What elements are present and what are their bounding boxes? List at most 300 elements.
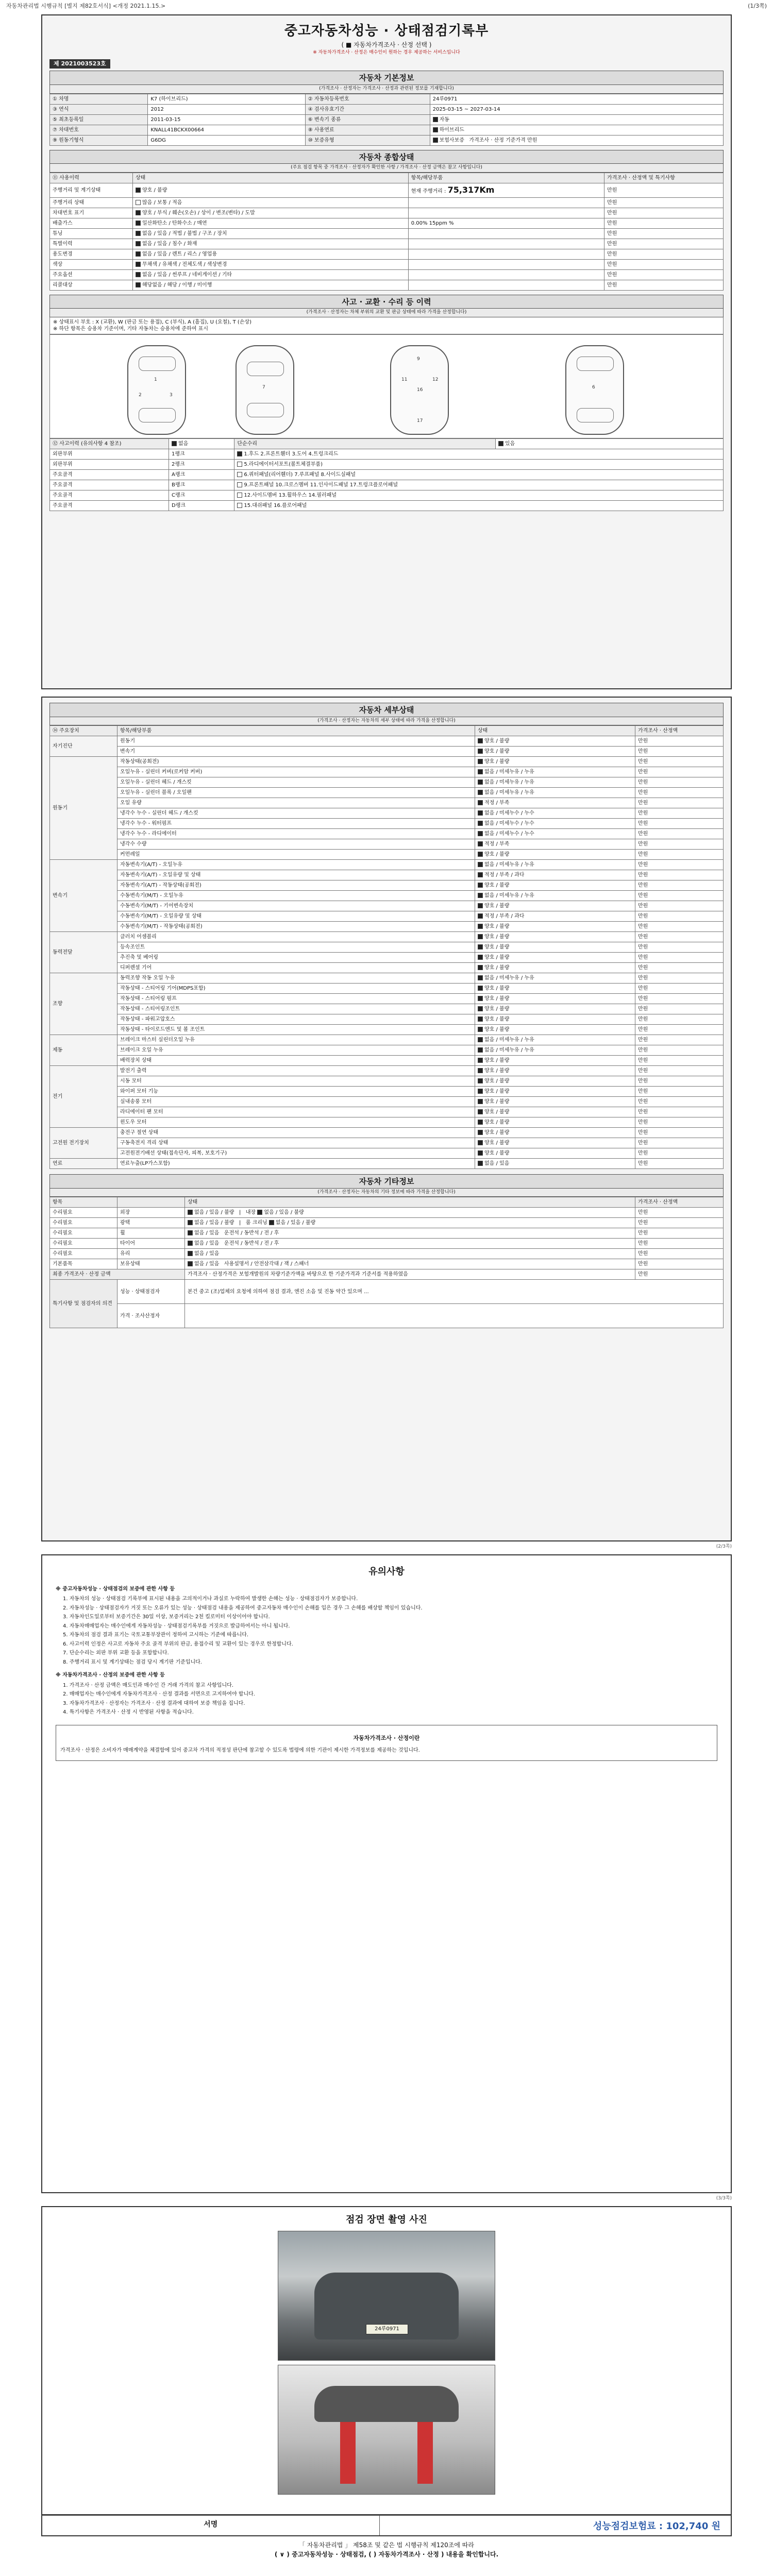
rank-items — [234, 500, 724, 511]
part-state-text: 양호 / 불량 — [484, 1109, 510, 1115]
row-price: 만원 — [635, 1259, 724, 1269]
part-state-text: 없음 / 미세누수 / 누수 — [484, 831, 534, 837]
rank-label: D랭크 — [169, 500, 234, 511]
checkbox-icon — [188, 1210, 193, 1215]
table-row — [50, 757, 724, 767]
checkbox-icon — [478, 944, 483, 950]
checkbox-icon — [136, 231, 141, 236]
checkbox-icon — [498, 441, 503, 446]
row-price: 만원 — [604, 197, 724, 208]
notice-item: 1. 자동차의 성능 · 상태점검 기록부에 표시된 내용을 고의적이거나 과실로 누락하여 발생한 손해는 성능 · 상태점검자가 보증합니다. — [63, 1596, 358, 1602]
part-label: 배력장치 상태 — [117, 1056, 475, 1066]
part-state — [475, 1014, 635, 1025]
checkbox-icon — [478, 913, 483, 919]
part-price: 만원 — [635, 1117, 724, 1128]
checkbox-icon — [478, 1078, 483, 1083]
part-state — [475, 829, 635, 839]
row-status — [133, 239, 409, 249]
row-item — [408, 269, 604, 280]
table-row — [50, 94, 724, 104]
part-label: 커먼레일 — [117, 850, 475, 860]
part-state-text: 없음 / 미세누유 / 누유 — [484, 862, 534, 868]
table-row — [50, 839, 724, 850]
checkbox-icon — [478, 1140, 483, 1145]
device-group: 자기진단 — [50, 736, 117, 757]
part-label: 작동상태 - 타이로드엔드 및 볼 조인트 — [117, 1025, 475, 1035]
value-warranty — [430, 135, 723, 145]
part-label: 수동변속기(M/T) - 기어변속장치 — [117, 901, 475, 911]
table-row — [50, 911, 724, 922]
row-status — [133, 208, 409, 218]
col-state: 상태 — [185, 1197, 635, 1208]
checkbox-icon — [478, 1109, 483, 1114]
state-text: 없음 / 있음 — [194, 1251, 220, 1257]
part-price: 만원 — [635, 757, 724, 767]
value-year: 2012 — [148, 104, 305, 114]
part-price: 만원 — [635, 1045, 724, 1056]
part-price: 만원 — [635, 932, 724, 942]
table-row — [50, 1208, 724, 1218]
row-label: 용도변경 — [50, 249, 133, 259]
row-status-text: 양호 / 불량 — [142, 187, 167, 193]
row-item: 광택 — [117, 1218, 185, 1228]
rank-label: C랭크 — [169, 490, 234, 500]
col-item — [117, 1197, 185, 1208]
part-state-text: 없음 / 미세누수 / 누수 — [484, 810, 534, 817]
rank-items-text: 9.프론트패널 10.크로스멤버 11.인사이드패널 17.트렁크플로어패널 — [244, 482, 398, 488]
part-state — [475, 747, 635, 757]
accident-label: ⑫ 사고이력 (유의사항 4 참조) — [50, 438, 169, 449]
table-row — [50, 480, 724, 490]
part-price: 만원 — [635, 839, 724, 850]
table-row — [50, 1159, 724, 1169]
checkbox-icon — [478, 1037, 483, 1042]
part-state — [475, 994, 635, 1004]
row-status — [133, 218, 409, 228]
part-price: 만원 — [635, 777, 724, 788]
device-group: 동력전달 — [50, 932, 117, 973]
part-state — [475, 1076, 635, 1087]
part-state — [475, 1087, 635, 1097]
row-label: 차대번호 표기 — [50, 208, 133, 218]
part-state — [475, 788, 635, 798]
car-top-icon — [236, 345, 294, 435]
overall-heading: 자동차 종합상태 — [49, 150, 724, 164]
part-state — [475, 870, 635, 880]
table-row — [50, 197, 724, 208]
checkbox-icon — [237, 472, 242, 477]
car-side-right-icon — [565, 345, 624, 435]
table-row — [50, 1304, 724, 1328]
row-status — [133, 197, 409, 208]
notice-item: 7. 단순수리는 외판 부위 교환 등을 포함합니다. — [63, 1650, 169, 1656]
value-first-registration: 2011-03-15 — [148, 114, 305, 125]
special-comment — [185, 1304, 724, 1328]
window-icon — [577, 408, 614, 422]
checkbox-icon — [478, 738, 483, 743]
checkbox-icon — [478, 883, 483, 888]
value-engine-type: G6DG — [148, 135, 305, 145]
col-usage: ⑪ 사용이력 — [50, 173, 133, 183]
accident-value — [169, 438, 234, 449]
row-status-text: 양호 / 부식 / 훼손(오손) / 상이 / 변조(변타) / 도말 — [142, 210, 255, 216]
part-label: 작동상태 - 스티어링조인트 — [117, 1004, 475, 1014]
notice-section-title: ※ 중고자동차성능 · 상태점검의 보증에 관한 사항 등 — [56, 1586, 175, 1592]
row-item — [408, 280, 604, 290]
part-label: 오일누유 - 실린더 블록 / 오일팬 — [117, 788, 475, 798]
part-state-text: 적정 / 부족 / 과다 — [484, 872, 525, 878]
transmission-text: 자동 — [439, 116, 449, 123]
checkbox-icon — [136, 200, 141, 205]
inspection-photo-lift — [278, 2365, 495, 2495]
row-status-text: 없음 / 있음 / 썬루프 / 네비게이션 / 기타 — [142, 272, 232, 278]
signature-row — [41, 2515, 732, 2536]
row-price: 만원 — [635, 1208, 724, 1218]
part-price: 만원 — [635, 922, 724, 932]
part-price: 만원 — [635, 1087, 724, 1097]
part-price: 만원 — [635, 1004, 724, 1014]
part-label: 오일누유 - 실린더 헤드 / 개스킷 — [117, 777, 475, 788]
part-state — [475, 1159, 635, 1169]
table-row — [50, 819, 724, 829]
final-price-row — [50, 1269, 724, 1280]
part-state — [475, 767, 635, 777]
part-price: 만원 — [635, 1128, 724, 1138]
part-state — [475, 963, 635, 973]
confirmation-line-2: ( ∨ ) 중고자동차성능 · 상태점검, ( ) 자동차가격조사 · 산정 ) 내용을 확인합니다. — [274, 2551, 499, 2558]
row-label: 특별이력 — [50, 239, 133, 249]
row-item: 현재 주행거리 : 75,317Km — [408, 183, 604, 197]
part-label: 수동변속기(M/T) - 작동상태(공회전) — [117, 922, 475, 932]
col-item: 항목/해당부품 — [408, 173, 604, 183]
row-price: 만원 — [604, 280, 724, 290]
state-text: 없음 / 있음 — [194, 1241, 220, 1247]
table-row — [50, 1076, 724, 1087]
part-state-text: 양호 / 불량 — [484, 1027, 510, 1033]
checkbox-icon — [478, 996, 483, 1001]
state-text: 없음 / 있음 / 불량 — [275, 1220, 316, 1226]
part-price: 만원 — [635, 1014, 724, 1025]
row-item — [408, 208, 604, 218]
row-price: 만원 — [604, 183, 724, 197]
checkbox-icon — [478, 965, 483, 970]
part-label: 실내송풍 모터 — [117, 1097, 475, 1107]
part-price: 만원 — [635, 747, 724, 757]
part-label: 등속조인트 — [117, 942, 475, 953]
checkbox-icon — [188, 1261, 193, 1266]
part-state-text: 적정 / 부족 — [484, 800, 510, 806]
part-label: 구동축전지 격리 상태 — [117, 1138, 475, 1148]
table-row — [50, 1239, 724, 1249]
table-row — [50, 1128, 724, 1138]
checkbox-icon — [478, 841, 483, 846]
checkbox-icon — [237, 451, 242, 456]
rank-items — [234, 490, 724, 500]
part-state — [475, 880, 635, 891]
basic-info-heading: 자동차 기본정보 — [49, 71, 724, 85]
part-price: 만원 — [635, 767, 724, 777]
device-group: 제동 — [50, 1035, 117, 1066]
device-group: 전기 — [50, 1066, 117, 1128]
checkbox-icon — [478, 862, 483, 867]
checkbox-icon — [478, 903, 483, 908]
signature-label: 서명 — [42, 2516, 380, 2535]
base-price-unit: 만원 — [527, 137, 537, 143]
base-price-label: 가격조사 · 산정 기준가격 — [469, 137, 526, 143]
checkbox-icon — [478, 1099, 483, 1104]
simple-repair-label: 단순수리 — [234, 438, 495, 449]
part-label: 연료누출(LP가스포함) — [117, 1159, 475, 1169]
accident-table — [49, 438, 724, 511]
car-image — [314, 2386, 459, 2422]
row-item — [408, 259, 604, 269]
part-price: 만원 — [635, 1066, 724, 1076]
part-state-text: 양호 / 불량 — [484, 1078, 510, 1084]
row-status — [133, 228, 409, 239]
value-fuel — [430, 125, 723, 135]
table-header-row — [50, 173, 724, 183]
part-state-text: 양호 / 불량 — [484, 1016, 510, 1023]
part-state-text: 없음 / 미세누유 / 누유 — [484, 893, 534, 899]
part-label: 자동변속기(A/T) - 오일유량 및 상태 — [117, 870, 475, 880]
table-row — [50, 860, 724, 870]
rank-group: 주요골격 — [50, 469, 169, 480]
part-state-text: 양호 / 불량 — [484, 883, 510, 889]
checkbox-icon — [478, 975, 483, 980]
part-state — [475, 984, 635, 994]
rank-items — [234, 480, 724, 490]
part-state-text: 적정 / 부족 — [484, 841, 510, 848]
row-label: 주요옵션 — [50, 269, 133, 280]
special-label: 특기사항 및 점검자의 의견 — [50, 1280, 117, 1328]
fuel-text: 하이브리드 — [439, 127, 464, 133]
accident-legend-2: ※ 하단 항목은 승용차 기준이며, 기타 자동차는 승용차에 준하여 표시 — [53, 326, 208, 332]
table-row — [50, 1066, 724, 1076]
state-text: 룸 크리닝 — [245, 1220, 267, 1226]
part-state-text: 없음 / 미세누유 / 누유 — [484, 790, 534, 796]
table-row — [50, 788, 724, 798]
row-state — [185, 1228, 635, 1239]
row-label: 주행거리 및 계기상태 — [50, 183, 133, 197]
table-row — [50, 850, 724, 860]
label-engine-type: ⑨ 원동기형식 — [50, 135, 148, 145]
notice-page — [41, 1554, 732, 2193]
page-number: (2/3쪽) — [716, 1544, 732, 1549]
table-row — [50, 901, 724, 911]
table-row — [50, 239, 724, 249]
rank-label: B랭크 — [169, 480, 234, 490]
table-row — [50, 218, 724, 228]
checkbox-icon — [136, 251, 141, 257]
col-device: ⑭ 주요장치 — [50, 726, 117, 736]
table-row — [50, 880, 724, 891]
checkbox-icon — [478, 769, 483, 774]
state-text: 없음 / 있음 / 불량 — [264, 1210, 304, 1216]
table-row — [50, 932, 724, 942]
table-row — [50, 1148, 724, 1159]
table-row — [50, 125, 724, 135]
part-label: 시동 모터 — [117, 1076, 475, 1087]
accident-value-text: 없음 — [178, 440, 189, 447]
table-header-row — [50, 1197, 724, 1208]
document-number: 제 2021003523호 — [49, 59, 110, 69]
value-plate: 24루0971 — [430, 94, 723, 104]
rank-group: 외판부위 — [50, 459, 169, 469]
checkbox-icon — [172, 441, 177, 446]
device-group: 변속기 — [50, 860, 117, 932]
part-state — [475, 922, 635, 932]
table-row — [50, 249, 724, 259]
col-category: 항목 — [50, 1197, 117, 1208]
checkbox-icon — [188, 1241, 193, 1246]
label-first-registration: ⑤ 최초등록일 — [50, 114, 148, 125]
part-price: 만원 — [635, 788, 724, 798]
row-price: 만원 — [635, 1249, 724, 1259]
notice-item: 8. 주행거리 표시 및 계기상태는 점검 당시 계기판 기준입니다. — [63, 1659, 202, 1665]
window-icon — [139, 357, 176, 371]
checkbox-icon — [478, 1027, 483, 1032]
row-label: 리콜대상 — [50, 280, 133, 290]
part-state — [475, 1107, 635, 1117]
detail-table — [49, 725, 724, 1169]
row-state: 없음 / 있음 / 불량 | 내장 없음 / 있음 / 불량 — [185, 1208, 635, 1218]
part-price: 만원 — [635, 901, 724, 911]
table-row — [50, 973, 724, 984]
part-state-text: 양호 / 불량 — [484, 1099, 510, 1105]
row-state — [185, 1239, 635, 1249]
checkbox-icon — [237, 503, 242, 508]
checkbox-icon — [136, 188, 141, 193]
row-status — [133, 269, 409, 280]
part-price: 만원 — [635, 953, 724, 963]
row-label: 튜닝 — [50, 228, 133, 239]
part-state-text: 양호 / 불량 — [484, 738, 510, 744]
part-state-text: 없음 / 미세누수 / 누수 — [484, 821, 534, 827]
rank-group: 주요골격 — [50, 490, 169, 500]
part-label: 자동변속기(A/T) - 오일누유 — [117, 860, 475, 870]
inspection-photo-front — [278, 2231, 495, 2361]
part-label: 작동상태 - 파워고압호스 — [117, 1014, 475, 1025]
part-price: 만원 — [635, 1107, 724, 1117]
table-row — [50, 269, 724, 280]
part-label: 와이퍼 모터 기능 — [117, 1087, 475, 1097]
part-label: 클러치 어셈블리 — [117, 932, 475, 942]
photo-title: 점검 장면 촬영 사진 — [346, 2214, 427, 2225]
rank-group: 외판부위 — [50, 449, 169, 459]
label-fuel: ⑧ 사용연료 — [305, 125, 430, 135]
part-label: 충전구 절연 상태 — [117, 1128, 475, 1138]
table-row — [50, 829, 724, 839]
part-price: 만원 — [635, 1138, 724, 1148]
checkbox-icon — [257, 1210, 262, 1215]
part-state — [475, 808, 635, 819]
rank-group: 주요골격 — [50, 480, 169, 490]
confirmation-text — [41, 2540, 732, 2559]
device-group: 고전원 전기장치 — [50, 1128, 117, 1159]
table-row — [50, 1228, 724, 1239]
part-state — [475, 953, 635, 963]
rank-items-text: 15.대쉬패널 16.플로어패널 — [244, 502, 307, 509]
table-row — [50, 1259, 724, 1269]
value-car-name: K7 (하이브리드) — [148, 94, 305, 104]
part-state-text: 양호 / 불량 — [484, 955, 510, 961]
final-price-value: 만원 — [635, 1269, 724, 1280]
part-price: 만원 — [635, 850, 724, 860]
basic-info-subnote: (가격조사 · 산정자는 가격조사 · 산정과 관련된 정보를 기재합니다) — [49, 85, 724, 94]
label-transmission: ⑥ 변속기 종류 — [305, 114, 430, 125]
table-row — [50, 984, 724, 994]
accident-subnote: (가격조사 · 산정자는 차체 부위의 교환 및 판금 상태에 따라 가격을 산정합니다) — [49, 309, 724, 317]
confirmation-line-1: 「 자동차관리법 」 제58조 및 같은 법 시행규칙 제120조에 따라 — [299, 2541, 474, 2549]
rank-items — [234, 459, 724, 469]
checkbox-icon — [478, 759, 483, 764]
row-status-text: 없음 / 있음 / 적법 / 불법 / 구조 / 장치 — [142, 230, 227, 236]
part-label: 자동변속기(A/T) - 작동상태(공회전) — [117, 880, 475, 891]
part-label: 라디에이터 팬 모터 — [117, 1107, 475, 1117]
part-state — [475, 757, 635, 767]
row-item — [408, 239, 604, 249]
row-status — [133, 259, 409, 269]
rank-label: 2랭크 — [169, 459, 234, 469]
part-label: 작동상태(공회전) — [117, 757, 475, 767]
checkbox-icon — [478, 1058, 483, 1063]
state-text: 없음 / 있음 / 불량 — [194, 1220, 234, 1226]
part-state — [475, 932, 635, 942]
row-category: 수리필요 — [50, 1249, 117, 1259]
part-label: 원동기 — [117, 736, 475, 747]
rank-items-text: 5.라디에이터서포트(볼트체결부품) — [244, 461, 323, 467]
overall-table — [49, 173, 724, 291]
page-2 — [41, 697, 732, 1541]
checkbox-icon — [478, 893, 483, 898]
row-status — [133, 183, 409, 197]
checkbox-icon — [478, 1150, 483, 1156]
accident-legend: ※ 상태표시 부호 : X (교환), W (판금 또는 용접), C (부식), A (흠집), U (요철), T (손상) — [53, 319, 252, 325]
table-row — [50, 208, 724, 218]
checkbox-icon — [478, 1068, 483, 1073]
notice-section-title: ※ 자동차가격조사 · 산정의 보증에 관한 사항 등 — [56, 1672, 165, 1679]
table-row — [50, 1249, 724, 1259]
info-box-text: 가격조사 · 산정은 소비자가 매매계약을 체결함에 있어 중고차 가격의 적정성 판단에 참고할 수 있도록 법령에 의한 기관이 제시한 가격정보를 제공하는 것입니다. — [60, 1747, 420, 1753]
part-label: 작동상태 - 스티어링 기어(MDPS포함) — [117, 984, 475, 994]
checkbox-icon — [478, 810, 483, 816]
table-row — [50, 994, 724, 1004]
part-state-text: 양호 / 불량 — [484, 1089, 510, 1095]
row-item: 휠 — [117, 1228, 185, 1239]
state-text: 없음 / 있음 / 불량 — [194, 1210, 234, 1216]
license-plate: 24루0971 — [366, 2324, 408, 2334]
row-price: 만원 — [635, 1228, 724, 1239]
part-state — [475, 942, 635, 953]
special-role: 가격 · 조사산정자 — [117, 1304, 185, 1328]
part-state — [475, 1097, 635, 1107]
part-price: 만원 — [635, 798, 724, 808]
state-text: 내장 — [245, 1210, 256, 1216]
table-row — [50, 104, 724, 114]
table-row — [50, 798, 724, 808]
state-text: 운전석 / 동반석 / 전 / 후 — [224, 1230, 279, 1236]
part-state-text: 양호 / 불량 — [484, 934, 510, 940]
part-state — [475, 850, 635, 860]
checkbox-icon — [136, 210, 141, 215]
row-price: 만원 — [604, 218, 724, 228]
label-vin: ⑦ 차대번호 — [50, 125, 148, 135]
part-state — [475, 901, 635, 911]
part-state — [475, 911, 635, 922]
part-state-text: 양호 / 불량 — [484, 852, 510, 858]
checkbox-icon — [237, 493, 242, 498]
table-row — [50, 135, 724, 145]
